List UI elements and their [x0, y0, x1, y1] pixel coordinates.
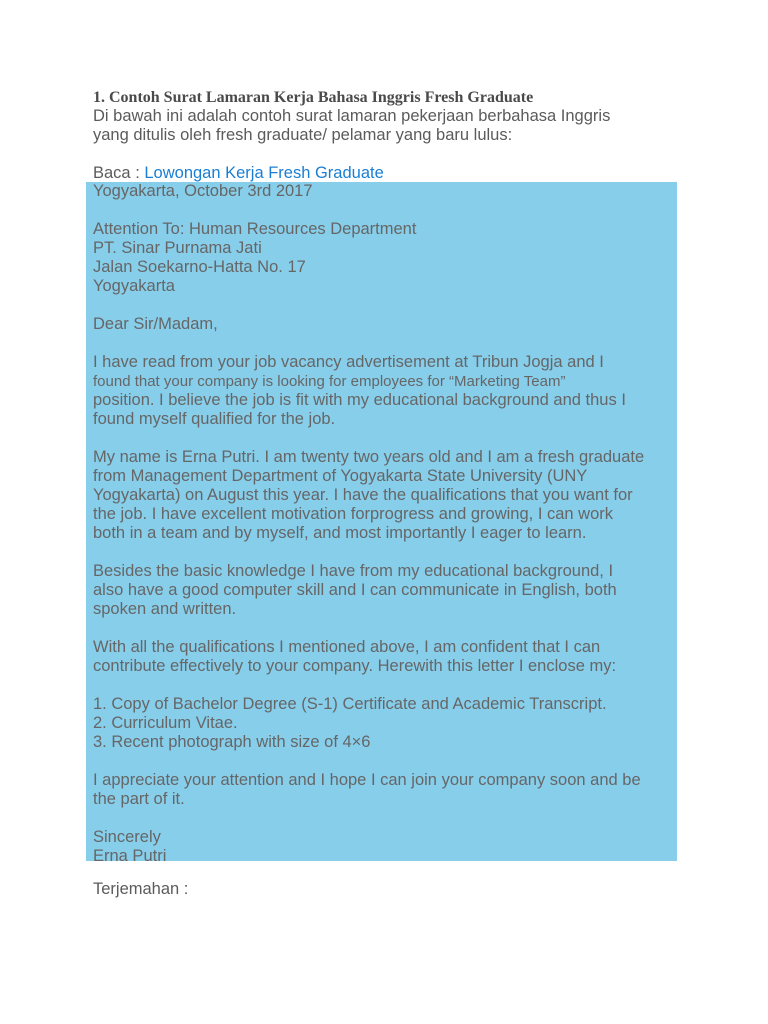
paragraph-line: position. I believe the job is fit with my educational background and thus I — [93, 391, 626, 409]
translation-label: Terjemahan : — [93, 880, 189, 898]
intro-line: yang ditulis oleh fresh graduate/ pelamar yang baru lulus: — [93, 126, 513, 144]
paragraph-line: spoken and written. — [93, 600, 237, 618]
paragraph-line: both in a team and by myself, and most importantly I eager to learn. — [93, 524, 587, 542]
baca-line — [93, 164, 693, 183]
paragraph-line: I appreciate your attention and I hope I can join your company soon and be — [93, 771, 641, 789]
translation-label-wrap — [93, 880, 188, 899]
letter-date: Yogyakarta, October 3rd 2017 — [93, 182, 313, 200]
paragraph-line: found that your company is looking for employees for “Marketing Team” — [93, 373, 566, 390]
document-page — [93, 88, 693, 183]
address-line: Jalan Soekarno-Hatta No. 17 — [93, 258, 306, 276]
list-item: 3. Recent photograph with size of 4×6 — [93, 733, 371, 751]
paragraph-line: found myself qualified for the job. — [93, 410, 336, 428]
list-item: 2. Curriculum Vitae. — [93, 714, 238, 732]
paragraph-line: Yogyakarta) on August this year. I have the qualifications that you want for — [93, 486, 633, 504]
paragraph-line: from Management Department of Yogyakarta State University (UNY — [93, 467, 588, 485]
section-heading: 1. Contoh Surat Lamaran Kerja Bahasa Inggris Fresh Graduate — [93, 89, 534, 106]
paragraph-line: Besides the basic knowledge I have from my educational background, I — [93, 562, 614, 580]
paragraph-line: contribute effectively to your company. Herewith this letter I enclose my: — [93, 657, 617, 675]
paragraph-line: I have read from your job vacancy advertisement at Tribun Jogja and I — [93, 353, 604, 371]
paragraph-line: With all the qualifications I mentioned above, I am confident that I can — [93, 638, 601, 656]
baca-prefix: Baca : — [93, 164, 145, 182]
signature: Erna Putri — [93, 847, 167, 865]
baca-link[interactable]: Lowongan Kerja Fresh Graduate — [144, 164, 384, 182]
paragraph-line: My name is Erna Putri. I am twenty two years old and I am a fresh graduate — [93, 448, 645, 466]
paragraph-line: also have a good computer skill and I can communicate in English, both — [93, 581, 617, 599]
address-line: Yogyakarta — [93, 277, 175, 295]
intro-line: Di bawah ini adalah contoh surat lamaran pekerjaan berbahasa Inggris — [93, 107, 611, 125]
letter-body — [93, 182, 683, 866]
address-line: Attention To: Human Resources Department — [93, 220, 417, 238]
paragraph-line: the job. I have excellent motivation forprogress and growing, I can work — [93, 505, 614, 523]
address-line: PT. Sinar Purnama Jati — [93, 239, 262, 257]
closing: Sincerely — [93, 828, 161, 846]
paragraph-line: the part of it. — [93, 790, 185, 808]
salutation: Dear Sir/Madam, — [93, 315, 218, 333]
list-item: 1. Copy of Bachelor Degree (S-1) Certificate and Academic Transcript. — [93, 695, 607, 713]
